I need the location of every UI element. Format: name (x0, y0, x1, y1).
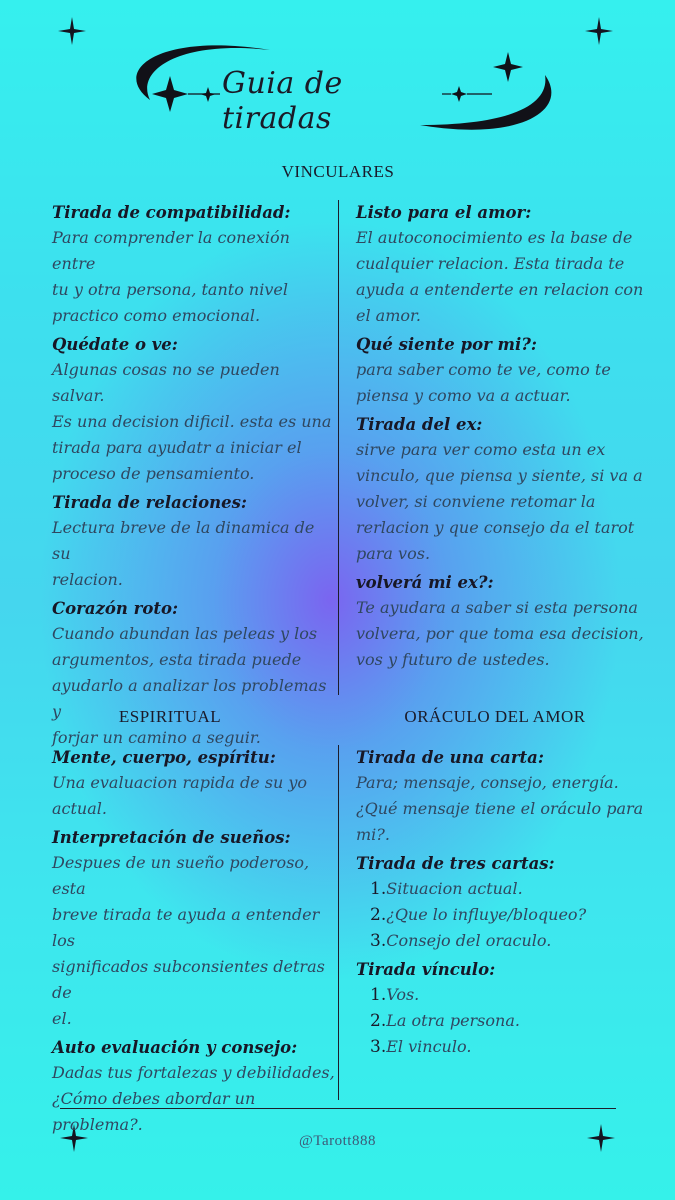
list-text: El vinculo. (386, 1037, 472, 1056)
reading-title: Tirada de tres cartas: (356, 854, 555, 873)
page-title: Guia de tiradas (222, 66, 343, 136)
reading-title: Quédate o ve: (52, 335, 178, 354)
reading-title: Interpretación de sueños: (52, 828, 291, 847)
description-line: El autoconocimiento es la base de (356, 228, 633, 247)
description-line: Para comprender la conexión entre (52, 228, 290, 273)
list-text: La otra persona. (386, 1011, 520, 1030)
reading-title: volverá mi ex?: (356, 573, 494, 592)
reading-title: Tirada de compatibilidad: (52, 203, 291, 222)
reading-title: Qué siente por mi?: (356, 335, 537, 354)
reading-description (52, 850, 336, 1032)
description-line: Una evaluacion rapida de su yo (52, 773, 308, 792)
list-item (356, 876, 656, 902)
reading-description (356, 225, 656, 329)
list-number: 2. (370, 905, 387, 925)
reading-description (52, 621, 334, 751)
reading-description (52, 225, 334, 329)
description-line: Para; mensaje, consejo, energía. (356, 773, 619, 792)
reading-title: Corazón roto: (52, 599, 179, 618)
list-item (356, 902, 656, 928)
section-title-oraculo: ORÁCULO DEL AMOR (404, 707, 586, 726)
description-line: vos y futuro de ustedes. (356, 650, 550, 669)
description-line: ayuda a entenderte en relacion con (356, 280, 644, 299)
description-line: Despues de un sueño poderoso, esta (52, 853, 310, 898)
description-line: significados subconsientes detras de (52, 957, 325, 1002)
column-divider (338, 745, 339, 1100)
reading-title: Listo para el amor: (356, 203, 532, 222)
description-line: argumentos, esta tirada puede (52, 650, 302, 669)
description-line: ¿Cómo debes abordar un problema?. (52, 1089, 256, 1134)
reading-title: Tirada vínculo: (356, 960, 496, 979)
description-line: el amor. (356, 306, 421, 325)
section-title-vinculares: VINCULARES (281, 162, 395, 181)
card-position-list (356, 982, 656, 1060)
list-number: 2. (370, 1011, 387, 1031)
description-line: Cuando abundan las peleas y los (52, 624, 318, 643)
description-line: vinculo, que piensa y siente, si va a (356, 466, 643, 485)
reading-title: Tirada del ex: (356, 415, 483, 434)
description-line: Dadas tus fortalezas y debilidades, (52, 1063, 335, 1082)
list-number: 1. (370, 985, 387, 1005)
reading-description (52, 357, 334, 487)
description-line: Algunas cosas no se pueden salvar. (52, 360, 280, 405)
reading-title: Tirada de una carta: (356, 748, 544, 767)
description-line: proceso de pensamiento. (52, 464, 255, 483)
reading-description (52, 1060, 336, 1138)
vinculares-left-column (52, 201, 334, 755)
list-number: 3. (370, 931, 387, 951)
description-line: relacion. (52, 570, 123, 589)
list-text: Consejo del oraculo. (386, 931, 552, 950)
sparkle-icon (58, 17, 86, 45)
description-line: ¿Qué mensaje tiene el oráculo para (356, 799, 644, 818)
list-item (356, 982, 656, 1008)
card-position-list (356, 876, 656, 954)
description-line: tu y otra persona, tanto nivel (52, 280, 288, 299)
espiritual-column (52, 746, 336, 1142)
sparkle-icon (585, 17, 613, 45)
reading-title: Tirada de relaciones: (52, 493, 248, 512)
description-line: tirada para ayudatr a iniciar el (52, 438, 302, 457)
reading-description (52, 515, 334, 593)
description-line: ayudarlo a analizar los problemas y (52, 676, 327, 721)
description-line: practico como emocional. (52, 306, 261, 325)
description-line: breve tirada te ayuda a entender los (52, 905, 320, 950)
description-line: forjar un camino a seguir. (52, 728, 261, 747)
description-line: para vos. (356, 544, 431, 563)
description-line: Lectura breve de la dinamica de su (52, 518, 315, 563)
description-line: sirve para ver como esta un ex (356, 440, 606, 459)
list-text: ¿Que lo influye/bloqueo? (386, 905, 587, 924)
description-line: para saber como te ve, como te (356, 360, 611, 379)
section-title-espiritual: ESPIRITUAL (118, 707, 222, 726)
list-item (356, 1034, 656, 1060)
column-divider (338, 200, 339, 695)
reading-description (356, 770, 656, 848)
reading-description (52, 770, 336, 822)
description-line: Te ayudara a saber si esta persona (356, 598, 638, 617)
list-item (356, 1008, 656, 1034)
vinculares-right-column (356, 201, 656, 677)
reading-description (356, 437, 656, 567)
description-line: piensa y como va a actuar. (356, 386, 571, 405)
description-line: rerlacion y que consejo da el tarot (356, 518, 635, 537)
reading-title: Mente, cuerpo, espíritu: (52, 748, 276, 767)
oraculo-column (356, 746, 656, 1064)
reading-title: Auto evaluación y consejo: (52, 1038, 298, 1057)
list-item (356, 928, 656, 954)
description-line: el. (52, 1009, 72, 1028)
description-line: mi?. (356, 825, 390, 844)
description-line: Es una decision dificil. esta es una (52, 412, 332, 431)
reading-description (356, 357, 656, 409)
description-line: volvera, por que toma esa decision, (356, 624, 644, 643)
list-number: 1. (370, 879, 387, 899)
list-text: Situacion actual. (386, 879, 523, 898)
description-line: volver, si conviene retomar la (356, 492, 596, 511)
list-text: Vos. (386, 985, 420, 1004)
list-number: 3. (370, 1037, 387, 1057)
footer-handle: @Tarott888 (299, 1133, 376, 1149)
reading-description (356, 595, 656, 673)
description-line: cualquier relacion. Esta tirada te (356, 254, 625, 273)
description-line: actual. (52, 799, 107, 818)
